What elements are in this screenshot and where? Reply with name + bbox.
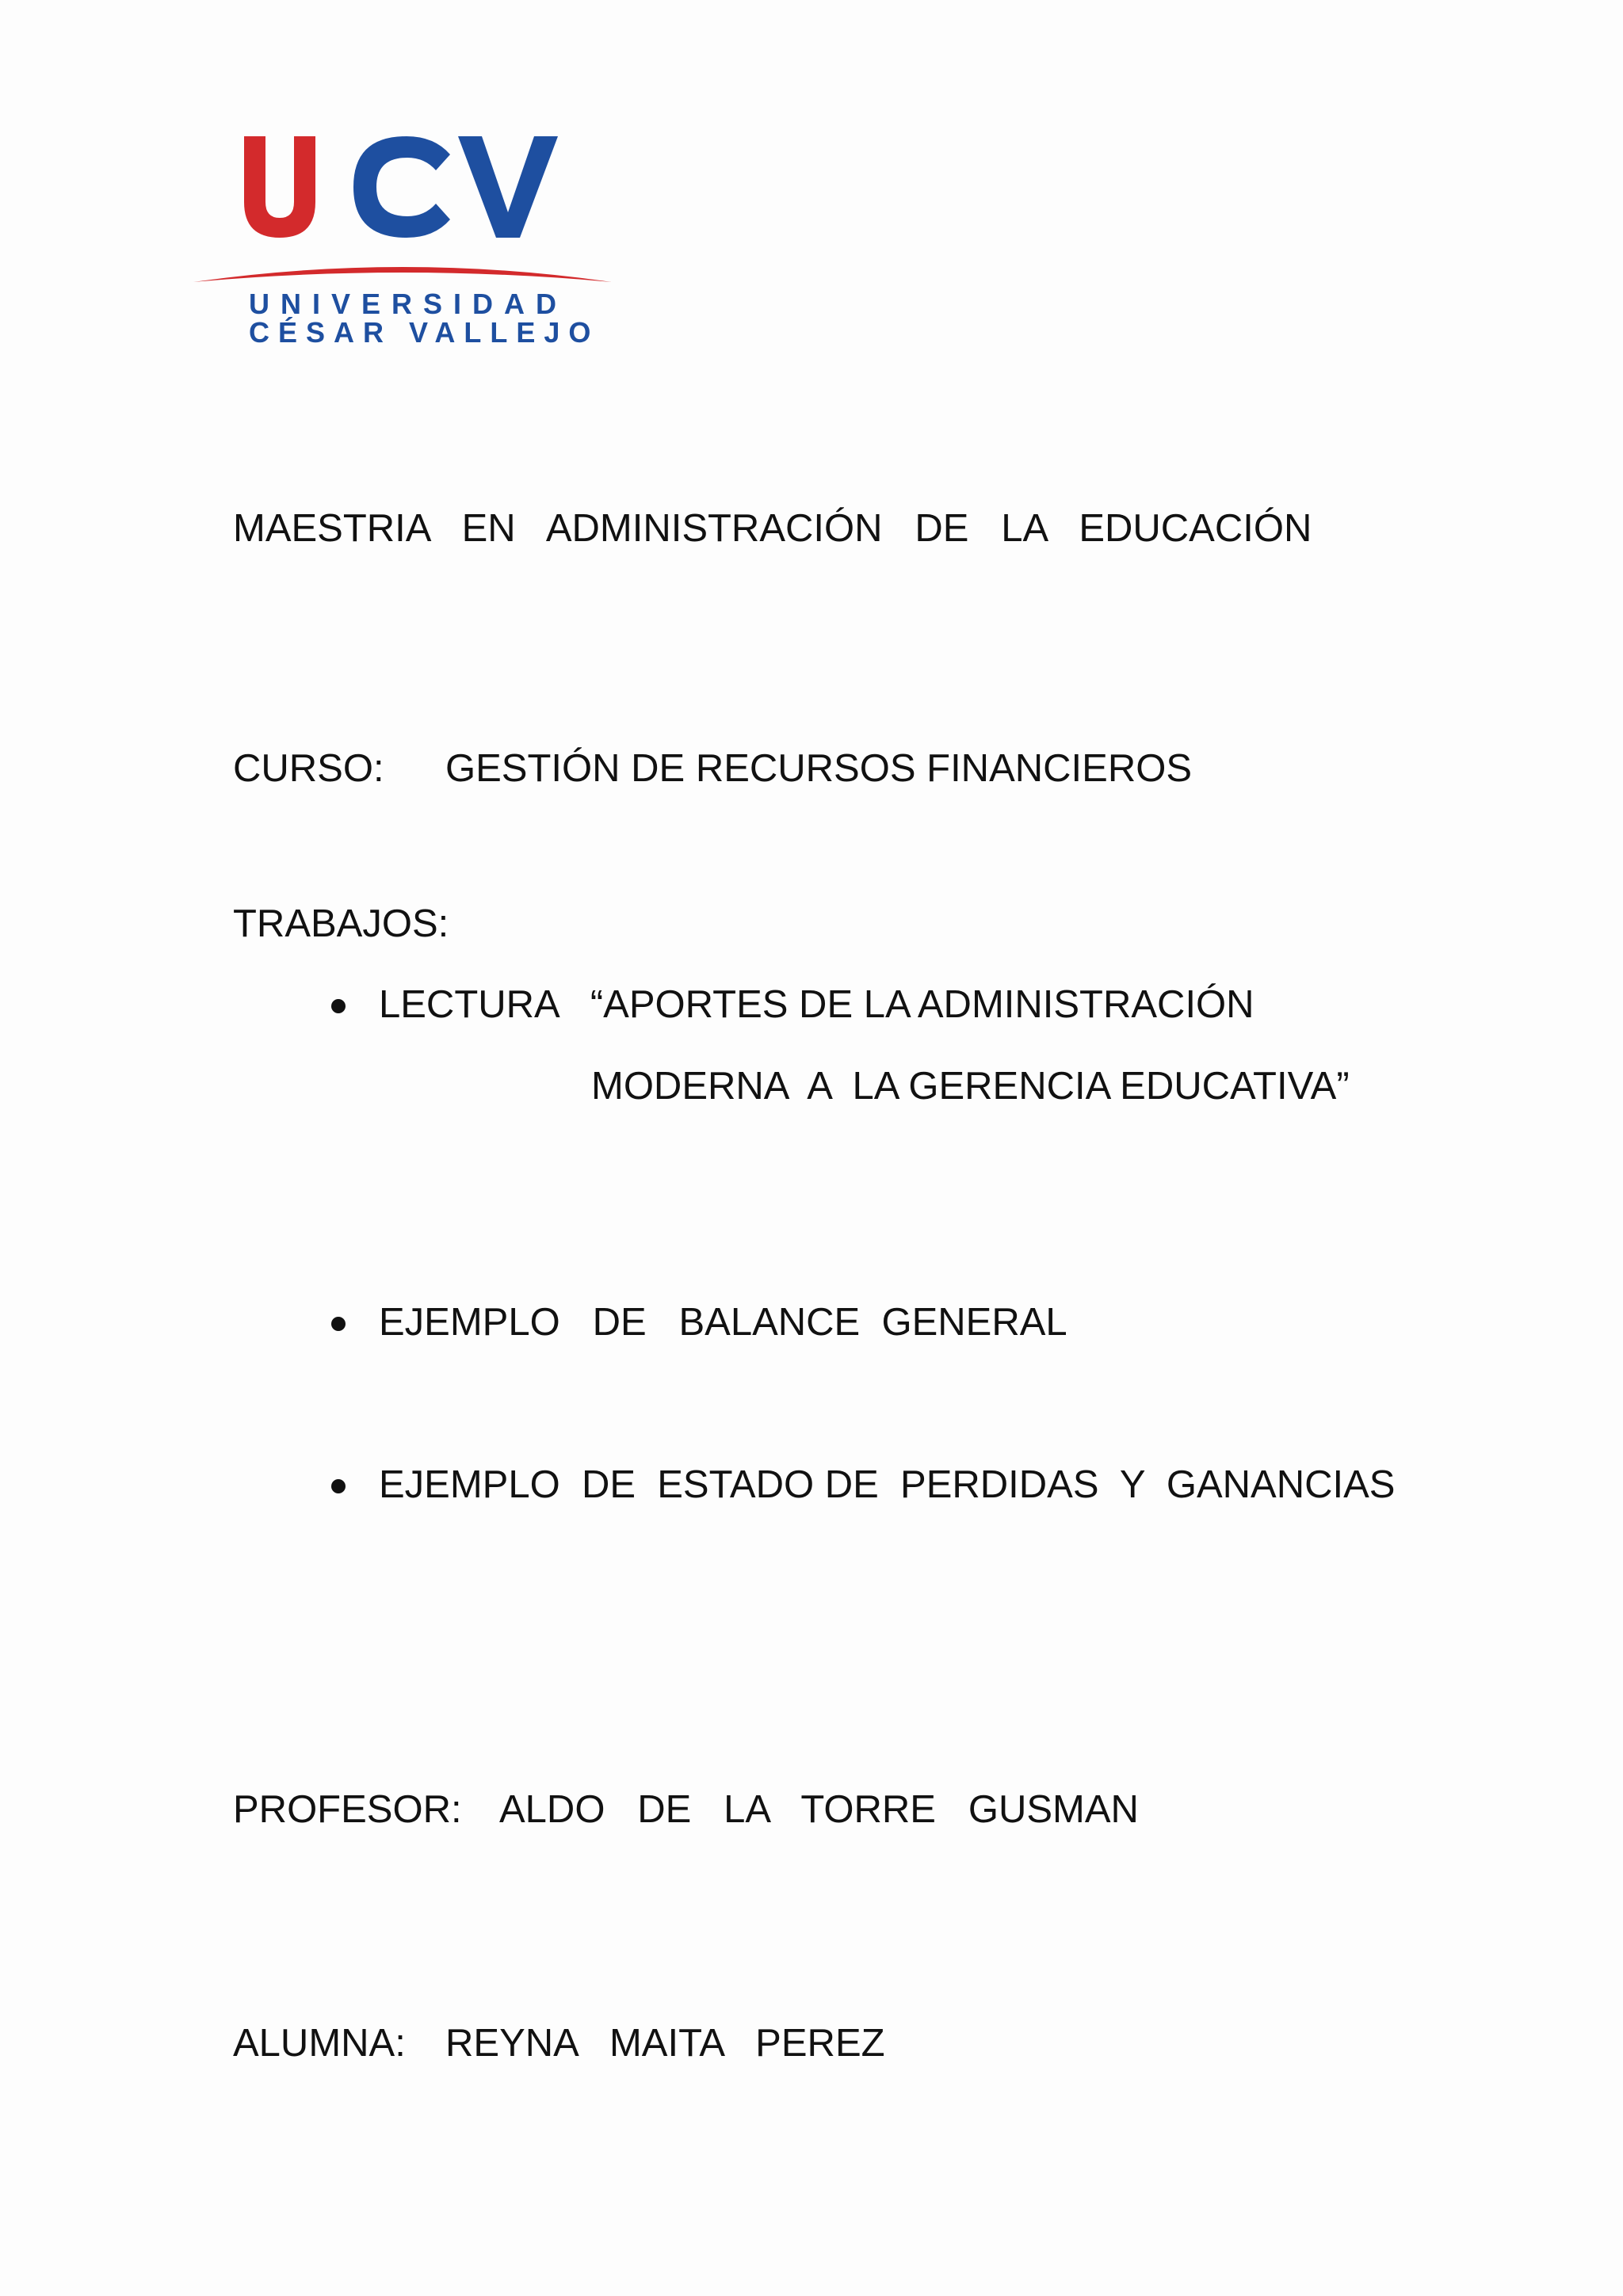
bullet-icon [331,1317,346,1331]
bullet-icon [331,999,346,1013]
program-title: MAESTRIA EN ADMINISTRACIÓN DE LA EDUCACIÓN [233,507,1312,550]
student-label: ALUMNA: [233,2022,406,2065]
ucv-logo [189,127,617,357]
professor-label: PROFESOR: [233,1788,462,1831]
bullet-icon [331,1479,346,1493]
student-name: REYNA MAITA PEREZ [445,2022,885,2065]
logo-line-cesar-vallejo: CÉSAR VALLEJO [249,316,600,349]
work-item-1-line1: LECTURA “APORTES DE LA ADMINISTRACIÓN [379,983,1254,1026]
works-label: TRABAJOS: [233,902,449,945]
course-label: CURSO: [233,747,384,790]
professor-name: ALDO DE LA TORRE GUSMAN [499,1788,1139,1831]
work-item-1-line2: MODERNA A LA GERENCIA EDUCATIVA” [591,1065,1350,1108]
ucv-logo-graphic [189,127,617,357]
work-item-2: EJEMPLO DE BALANCE GENERAL [379,1301,1067,1344]
course-value: GESTIÓN DE RECURSOS FINANCIEROS [445,747,1193,790]
logo-line-universidad: UNIVERSIDAD [249,288,568,320]
work-item-3: EJEMPLO DE ESTADO DE PERDIDAS Y GANANCIAS [379,1463,1396,1506]
